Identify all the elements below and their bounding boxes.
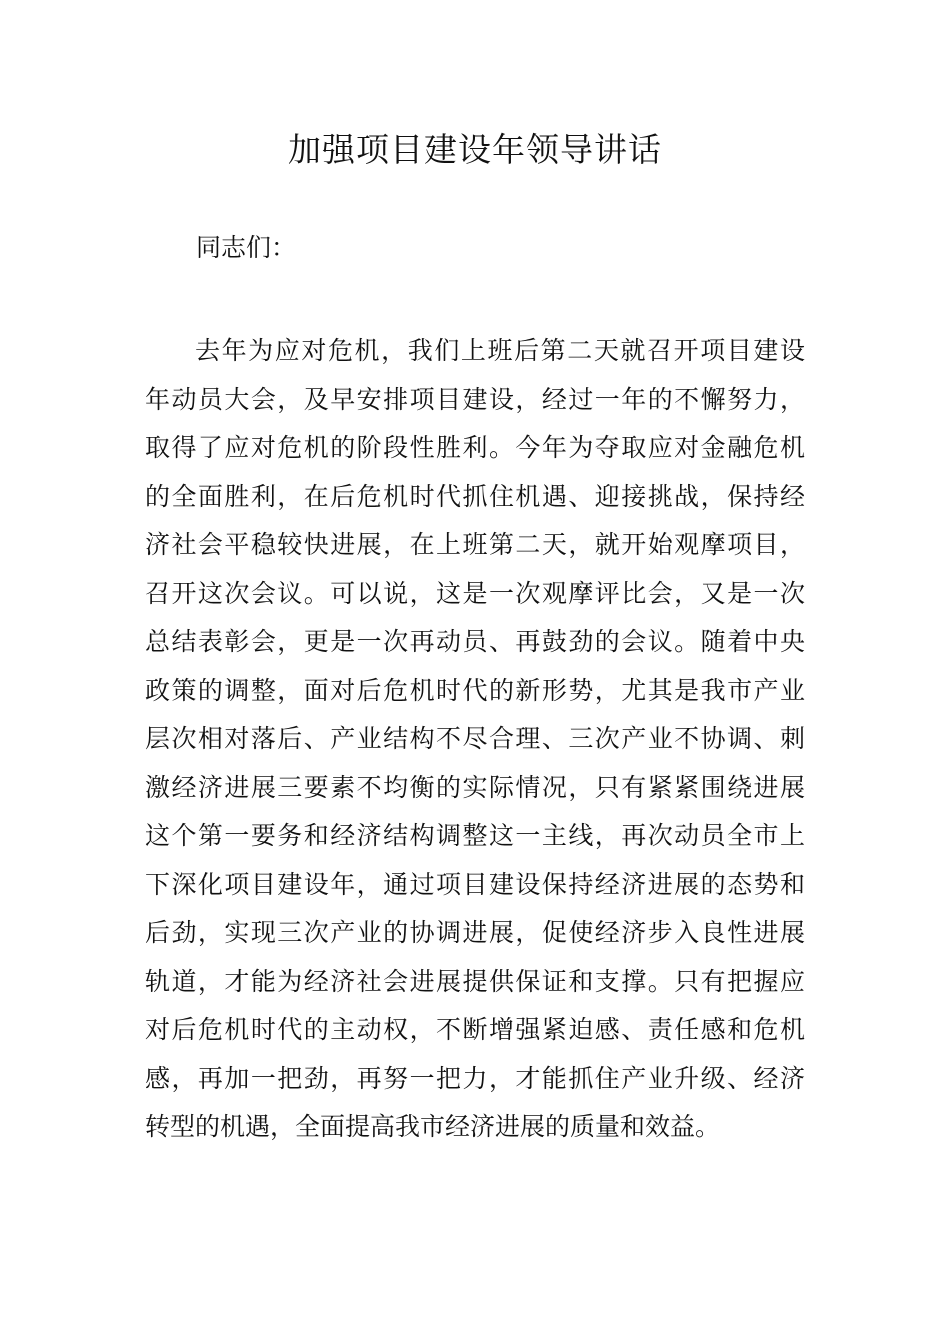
paragraph-line-17: 转型的机遇，全面提高我市经济进展的质量和效益。 bbox=[145, 1112, 721, 1141]
paragraph-line-3: 取得了应对危机的阶段性胜利。今年为夺取应对金融危机 bbox=[145, 433, 805, 462]
paragraph-line-10: 激经济进展三要素不均衡的实际情况，只有紧紧围绕进展 bbox=[145, 772, 805, 802]
paragraph-line-12: 下深化项目建设年，通过项目建设保持经济进展的态势和 bbox=[145, 869, 805, 899]
paragraph-line-1: 去年为应对危机，我们上班后第二天就召开项目建设 bbox=[195, 336, 805, 365]
paragraph-line-9: 层次相对落后、产业结构不尽合理、三次产业不协调、刺 bbox=[145, 724, 805, 753]
paragraph-line-14: 轨道，才能为经济社会进展提供保证和支撑。只有把握应 bbox=[145, 966, 805, 996]
paragraph-line-5: 济社会平稳较快进展，在上班第二天，就开始观摩项目， bbox=[145, 530, 805, 559]
paragraph-line-8: 政策的调整，面对后危机时代的新形势，尤其是我市产业 bbox=[145, 675, 805, 705]
paragraph-line-4: 的全面胜利，在后危机时代抓住机遇、迎接挑战，保持经 bbox=[145, 481, 805, 511]
paragraph-line-13: 后劲，实现三次产业的协调进展，促使经济步入良性进展 bbox=[145, 918, 805, 947]
paragraph-line-7: 总结表彰会，更是一次再动员、再鼓劲的会议。随着中央 bbox=[145, 627, 805, 656]
body-paragraph bbox=[145, 327, 805, 1152]
paragraph-line-6: 召开这次会议。可以说，这是一次观摩评比会，又是一次 bbox=[145, 578, 805, 608]
document-title: 加强项目建设年领导讲话 bbox=[288, 130, 662, 169]
paragraph-line-2: 年动员大会，及早安排项目建设，经过一年的不懈努力， bbox=[145, 384, 805, 414]
paragraph-line-11: 这个第一要务和经济结构调整这一主线，再次动员全市上 bbox=[145, 821, 805, 850]
salutation: 同志们： bbox=[196, 233, 297, 262]
paragraph-line-16: 感，再加一把劲，再努一把力，才能抓住产业升级、经济 bbox=[145, 1063, 805, 1093]
paragraph-line-15: 对后危机时代的主动权，不断增强紧迫感、责任感和危机 bbox=[145, 1015, 805, 1044]
